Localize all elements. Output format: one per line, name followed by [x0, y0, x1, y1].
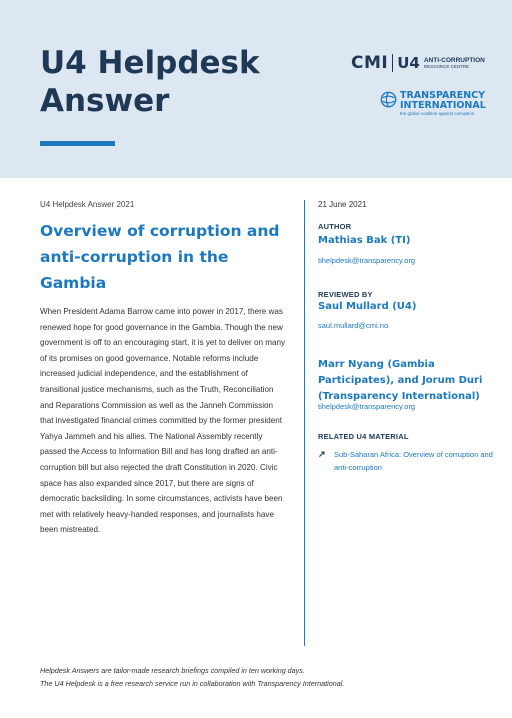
cmi-logo-text: CMI	[351, 53, 389, 73]
anti-corruption-text: ANTI-CORRUPTION	[423, 56, 485, 64]
reviewer-2-email[interactable]: tihelpdesk@transparency.org	[318, 402, 416, 411]
ti-logo-text	[400, 91, 486, 117]
author-label: AUTHOR	[318, 222, 352, 231]
title-underline	[40, 141, 115, 146]
page-title: U4 Helpdesk Answer	[40, 45, 260, 119]
ti-logo	[380, 91, 486, 117]
u4-logo-text: U4	[397, 54, 420, 72]
related-link[interactable]	[318, 448, 498, 474]
ti-tagline: the global coalition against corruption	[400, 111, 475, 116]
cmi-u4-logo	[351, 54, 485, 72]
footer-line-2: The U4 Helpdesk is a free research service run in collaboration with Transparency International.	[40, 679, 345, 688]
reviewer-2-names: Marr Nyang (Gambia Participates), and Jorum Duri (Transparency International)	[318, 359, 483, 402]
footer-line-1: Helpdesk Answers are tailor-made research briefings compiled in ten working days.	[40, 666, 305, 675]
reviewer-1-name: Saul Mullard (U4)	[318, 301, 417, 312]
sidebar-divider	[304, 200, 305, 646]
author-name: Mathias Bak (TI)	[318, 235, 411, 246]
abstract-text: When President Adama Barrow came into power in 2017, there was renewed hope for good governance in the Gambia. Though the new government is off to an encouraging start, it is yet to deliver on many of its promises on good governance. Notable reforms include increased judicial independence, and the establishment of transitional justice mechanisms, such as the Truth, Reconciliation and Reparations Commission as well as the Janneh Commission that investigated financial crimes committed by the former president Yahya Jammeh and his allies. The National Assembly recently passed the Access to Information Bill and has long drafted an anti-corruption bill but also rejected the draft Constitution in 2020. Civic space has also expanded since 2017, but there are signs of democratic backsliding. In some circumstances, activists have been met with relatively heavy-handed responses, and journalists have been mistreated.	[40, 307, 286, 535]
document-title: Overview of corruption and anti-corruption in the Gambia	[40, 222, 280, 292]
ti-line-2: INTERNATIONAL	[400, 100, 486, 111]
footer-note	[40, 664, 500, 690]
related-material-label: RELATED U4 MATERIAL	[318, 432, 409, 441]
author-email[interactable]: tihelpdesk@transparency.org	[318, 256, 416, 265]
reviewed-by-label: REVIEWED BY	[318, 290, 373, 299]
header-band	[0, 0, 512, 178]
globe-icon	[380, 91, 397, 108]
series-label: U4 Helpdesk Answer 2021	[40, 200, 135, 209]
resource-centre-text: RESOURCE CENTRE	[423, 63, 470, 69]
ti-line-1: TRANSPARENCY	[400, 90, 485, 101]
related-link-text[interactable]: Sub-Saharan Africa: Overview of corruption and anti-corruption	[334, 450, 493, 472]
publication-date: 21 June 2021	[318, 200, 367, 209]
logo-separator	[392, 54, 393, 72]
u4-logo-caption	[424, 57, 485, 70]
reviewer-1-email[interactable]: saul.mullard@cmi.no	[318, 321, 389, 330]
arrow-up-right-icon: ↗	[318, 449, 326, 459]
